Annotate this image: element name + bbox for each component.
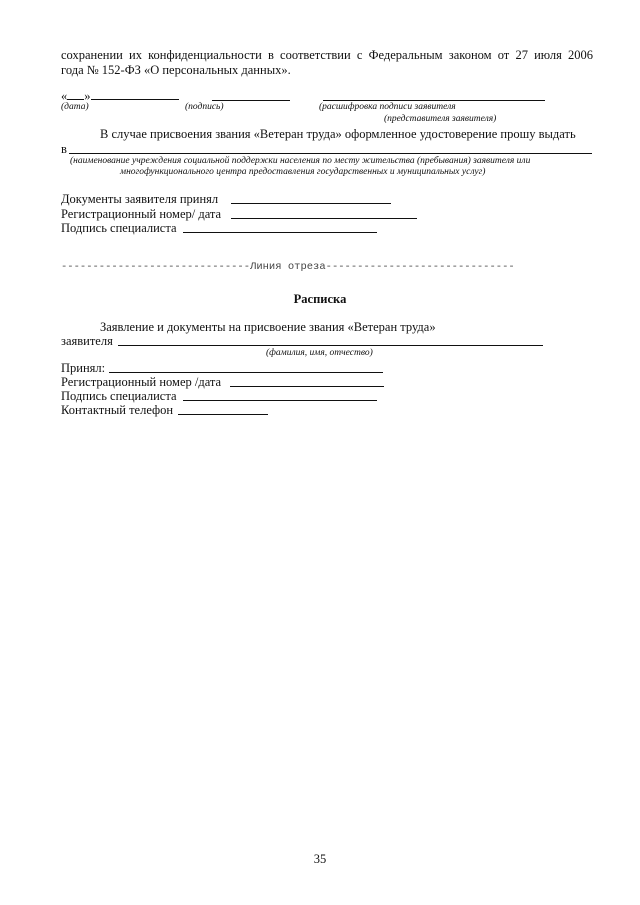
accepted-label: Принял: [61, 361, 106, 375]
accepted-blank [109, 372, 383, 373]
reg-number-blank [231, 218, 417, 219]
label-signature: (подпись) [185, 102, 224, 112]
consent-line-1: сохранении их конфиденциальности в соответствии с Федеральным законом от 27 июля 2006 [61, 48, 593, 62]
issue-hint-1: (наименование учреждения социальной поддержки населения по месту жительства (пребывания) заявителя или [70, 156, 531, 166]
phone-blank [178, 414, 268, 415]
receipt-reg-number-blank [230, 386, 384, 387]
receipt-title: Расписка [293, 292, 347, 306]
consent-line-2: года № 152-ФЗ «О персональных данных». [61, 63, 291, 77]
docs-accepted-blank [231, 203, 391, 204]
receipt-statement: Заявление и документы на присвоение звания «Ветеран труда» [100, 320, 436, 334]
page-number: 35 [313, 852, 327, 866]
specialist-sign-blank [183, 232, 377, 233]
applicant-hint: (фамилия, имя, отчество) [266, 348, 373, 358]
signature-blank [212, 100, 290, 101]
specialist-sign-label: Подпись специалиста [61, 221, 177, 235]
docs-accepted-label: Документы заявителя принял [61, 192, 219, 206]
receipt-reg-number-label: Регистрационный номер /дата [61, 375, 222, 389]
date-month-blank [91, 88, 179, 100]
label-decoding-1: (расшифровка подписи заявителя [319, 102, 456, 112]
issue-in-prefix: в [61, 142, 67, 156]
cut-line-dashes-left: ------------------------------ [61, 261, 251, 273]
label-date: (дата) [61, 102, 89, 112]
phone-label: Контактный телефон [61, 403, 174, 417]
label-decoding-2: (представителя заявителя) [384, 114, 497, 124]
issue-line-1: В случае присвоения звания «Ветеран труда» оформленное удостоверение прошу выдать [100, 127, 576, 141]
signature-decoding-blank [323, 100, 545, 101]
institution-blank [69, 153, 592, 154]
date-day-blank [67, 88, 84, 100]
applicant-blank [118, 345, 543, 346]
cut-line-dashes-right: ------------------------------ [325, 261, 515, 273]
receipt-specialist-label: Подпись специалиста [61, 389, 177, 403]
reg-number-label: Регистрационный номер/ дата [61, 207, 222, 221]
cut-line-label: Линия отреза [250, 261, 326, 273]
issue-hint-2: многофункционального центра предоставления государственных и муниципальных услуг) [120, 167, 486, 177]
cut-line [61, 261, 581, 273]
applicant-prefix: заявителя [61, 334, 113, 348]
date-field: « » [61, 88, 179, 103]
receipt-specialist-blank [183, 400, 377, 401]
